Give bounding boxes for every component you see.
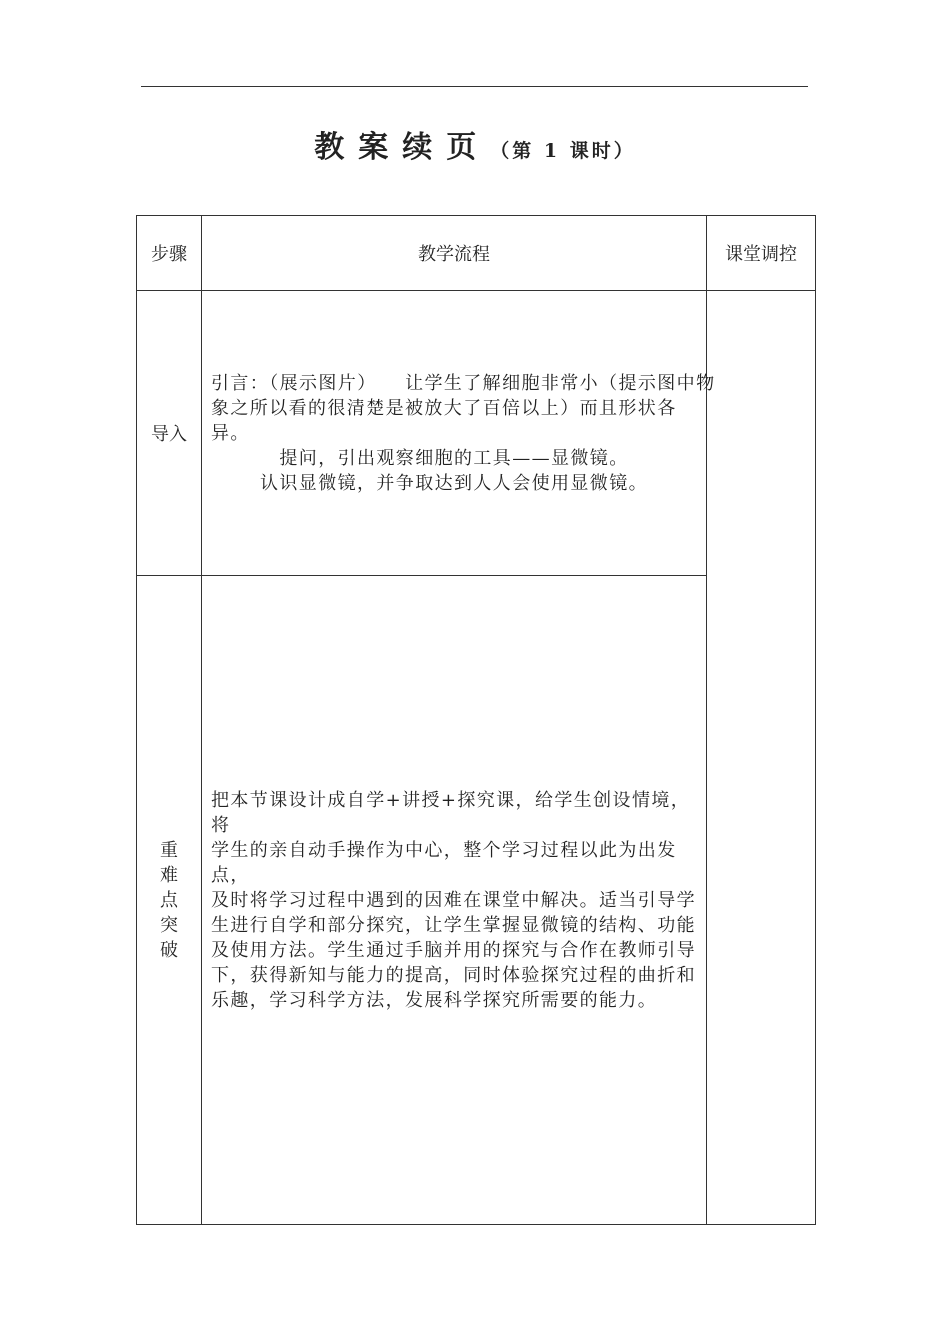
process-cell — [202, 576, 707, 1225]
text-line: 下，获得新知与能力的提高，同时体验探究过程的曲折和 — [211, 964, 696, 986]
text-line: 提问，引出观察细胞的工具——显微镜。 — [279, 447, 629, 469]
step-cell — [137, 576, 202, 1225]
text-line: 乐趣，学习科学方法，发展科学探究所需要的能力。 — [211, 989, 658, 1011]
title-main: 教案续页 — [314, 130, 491, 165]
text-line: 及时将学习过程中遇到的因难在课堂中解决。适当引导学 — [211, 889, 696, 911]
process-cell — [202, 291, 716, 576]
header-control: 课堂调控 — [707, 216, 816, 291]
lesson-plan-table — [136, 215, 816, 1225]
page-title — [0, 122, 950, 166]
text-line: 生进行自学和部分探究，让学生掌握显微镜的结构、功能 — [211, 914, 696, 936]
step-char: 难 — [160, 864, 178, 886]
text-line: 象之所以看的很清楚是被放大了百倍以上）而且形状各异。 — [211, 397, 677, 444]
step-char: 突 — [160, 914, 178, 936]
text-line: 把本节课设计成自学+讲授+探究课，给学生创设情境，将 — [211, 789, 691, 836]
text-line: 认识显微镜，并争取达到人人会使用显微镜。 — [260, 472, 648, 494]
table-header-row — [137, 216, 816, 291]
header-process: 教学流程 — [202, 216, 707, 291]
text-line: 引言：（展示图片） 让学生了解细胞非常小（提示图中物 — [211, 372, 716, 394]
step-cell: 导入 — [137, 291, 202, 576]
step-char: 重 — [160, 839, 178, 861]
table-row — [137, 291, 816, 576]
step-char: 点 — [160, 889, 178, 911]
text-line: 及使用方法。学生通过手脑并用的探究与合作在教师引导 — [211, 939, 696, 961]
step-char: 破 — [160, 939, 178, 961]
text-line: 学生的亲自动手操作为中心，整个学习过程以此为出发点， — [211, 839, 677, 886]
control-cell — [707, 291, 816, 1225]
title-sub: （第 1 课时） — [490, 140, 636, 162]
header-rule — [141, 86, 808, 87]
header-step: 步骤 — [137, 216, 202, 291]
